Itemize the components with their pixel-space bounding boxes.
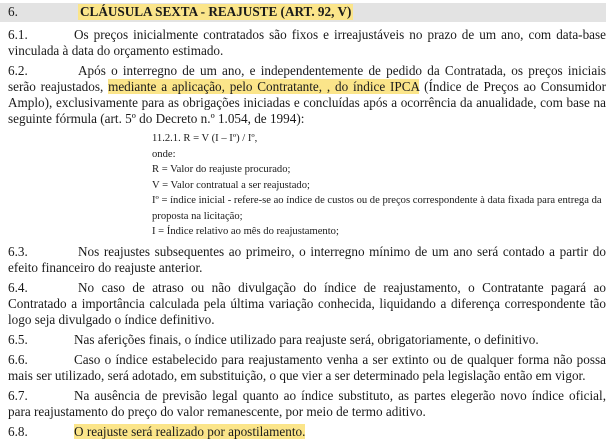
highlighted-text: mediante a aplicação, pelo Contratante, , do índice IPCA bbox=[108, 79, 420, 94]
clause-number: 6.8. bbox=[8, 423, 28, 439]
clause-6-8 bbox=[8, 424, 606, 440]
clause-number: 6.5. bbox=[8, 331, 28, 347]
heading-number: 6. bbox=[8, 4, 18, 19]
heading-band bbox=[0, 3, 606, 22]
clause-6-5 bbox=[8, 332, 606, 348]
formula-i: I = Índice relativo ao mês do reajustamento; bbox=[152, 226, 339, 237]
clause-text: Após o interregno de um ano, e independentemente de pedido da Contratada, os preços iniciais serão reajustados, bbox=[8, 63, 606, 94]
clause-number: 6.6. bbox=[8, 351, 28, 367]
clause-6-1 bbox=[8, 27, 606, 59]
formula-r: R = Valor do reajuste procurado; bbox=[152, 164, 291, 175]
formula: 11.2.1. R = V (I – Iº) / Iº, bbox=[152, 133, 258, 144]
clause-number: 6.1. bbox=[8, 27, 28, 42]
clause-6-4 bbox=[8, 280, 606, 328]
clause-number: 6.3. bbox=[8, 243, 28, 259]
formula-v: V = Valor contratual a ser reajustado; bbox=[152, 179, 310, 191]
clause-6-7 bbox=[8, 388, 606, 420]
heading-title: CLÁUSULA SEXTA - REAJUSTE (ART. 92, V) bbox=[80, 4, 352, 19]
formula-block bbox=[152, 131, 602, 240]
clause-text: Caso o índice estabelecido para reajustamento venha a ser extinto ou de qualquer forma não possa mais ser utilizado, será adotado, em substituição, o que vier a ser determinado pela legislação então em vigor. bbox=[8, 351, 606, 383]
clause-number: 6.4. bbox=[8, 279, 28, 295]
clause-6-3 bbox=[8, 244, 606, 276]
clause-text: No caso de atraso ou não divulgação do índice de reajustamento, o Contratante pagará ao Contratado a importância calculada pela última variação conhecida, liquidando a diferença correspondente tão logo seja divulgado o índice definitivo. bbox=[8, 279, 606, 327]
clause-6-2 bbox=[8, 63, 606, 127]
clause-number: 6.2. bbox=[8, 63, 28, 78]
clause-text: Na ausência de previsão legal quanto ao índice substituto, as partes elegerão novo índice oficial, para reajustamento do preço do valor remanescente, por meio de termo aditivo. bbox=[8, 387, 606, 419]
clause-number: 6.7. bbox=[8, 387, 28, 403]
formula-io: Iº = índice inicial - refere-se ao índice de custos ou de preços correspondente à data fixada para entrega da proposta na licitação; bbox=[152, 195, 602, 222]
clause-text: Nas aferições finais, o índice utilizado para reajuste será, obrigatoriamente, o definitivo. bbox=[74, 331, 539, 347]
clause-text: Os preços inicialmente contratados são fixos e irreajustáveis no prazo de um ano, com data-base vinculada à data do orçamento estimado. bbox=[8, 27, 606, 58]
formula-onde: onde: bbox=[152, 148, 176, 160]
clause-text: (Índice de Preços ao Consumidor Amplo), exclusivamente para as obrigações iniciadas e concluídas após a ocorrência da anualidade, com base na seguinte fórmula (art. 5º do Decreto n.º 1.054, de 1994): bbox=[8, 79, 606, 126]
clause-6-6 bbox=[8, 352, 606, 384]
highlighted-text: O reajuste será realizado por apostilamento. bbox=[74, 423, 306, 439]
clause-text: Nos reajustes subsequentes ao primeiro, o interregno mínimo de um ano será contado a partir do efeito financeiro do reajuste anterior. bbox=[8, 243, 606, 275]
